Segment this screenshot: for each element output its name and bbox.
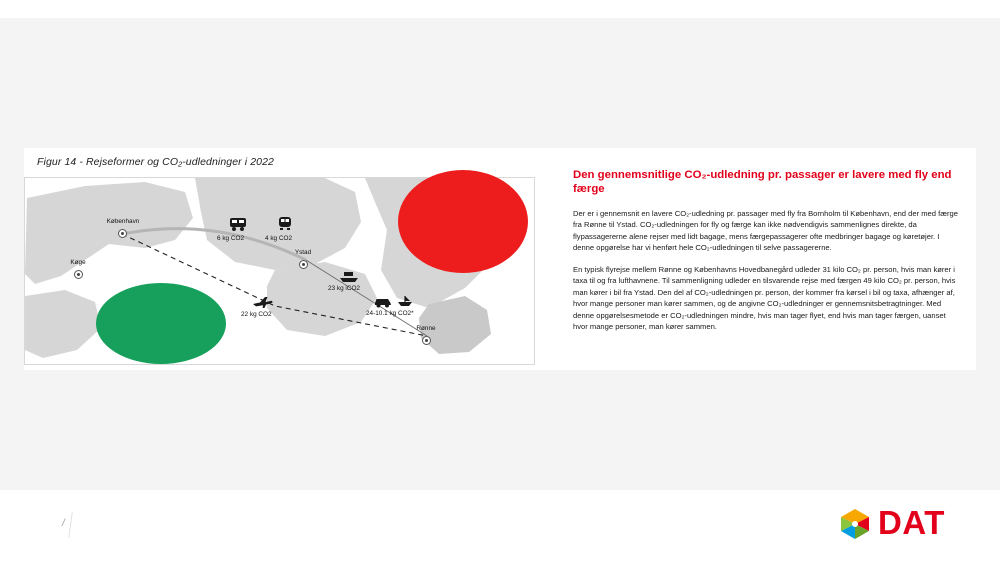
red-blob-overlay [398, 170, 528, 273]
bus-icon [228, 216, 248, 237]
map-city-label-copenhagen: København [106, 218, 140, 225]
map-city-label-koge: Køge [70, 259, 86, 266]
dat-logo-text: DAT [878, 504, 945, 541]
co2-label-car-ferry: 24-10.1 kg CO2* [366, 310, 414, 317]
dat-logo-mark [838, 507, 872, 541]
article-headline: Den gennemsnitlige CO₂-udledning pr. passager er lavere med fly end færge [573, 169, 952, 196]
article-paragraph-1: Der er i gennemsnit en lavere CO₂-udledning pr. passager med fly fra Bornholm til København, end der med færge fra Rønne til Ystad. CO₂-udledningen for fly og færge kan ikke nødvendigvis sammenlignes direkte, da flypassagererne alene rejser med lidt bagage, mens færgepassagerer ofte medbringer bagage og køretøjer. I denne opgørelse har vi henført hele CO₂-udledningen til selve passagererne. [573, 208, 958, 253]
map-pin-ronne [422, 336, 431, 345]
co2-label-ferry: 23 kg iCO2 [328, 285, 360, 292]
map-pin-koge [74, 270, 83, 279]
co2-label-bus: 6 kg CO2 [217, 235, 244, 242]
green-blob-overlay [96, 283, 226, 364]
dat-logo [838, 505, 958, 545]
article-paragraph-2: En typisk flyrejse mellem Rønne og Københavns Hovedbanegård udleder 31 kilo CO₂ pr. person, hvis man kører i taxa til og fra lufthavnene. Til sammenligning udleder en tilsvarende rejse med færgen 49 kilo CO₂ pr. person, hvis man kører i bil fra Ystad. Den del af CO₂-udledningen pr. person, der kommer fra kørsel i bil og taxa, afhænger af, hvor mange personer man kører sammen, og de angivne CO₂-udledninger er gennemsnitsbetragtninger. Med denne opgørelsesmetode er CO₂-udledningen mindre, hvis man tager flyet, end hvis man tager færgen, uanset hvor mange personer, man kører sammen. [573, 264, 956, 332]
map-pin-ystad [299, 260, 308, 269]
article-panel [561, 148, 976, 370]
co2-label-plane: 22 kg CO2 [241, 311, 272, 318]
map-city-label-ronne: Rønne [416, 325, 436, 332]
map-city-label-ystad: Ystad [294, 249, 312, 256]
co2-label-train: 4 kg CO2 [265, 235, 292, 242]
train-icon [276, 216, 294, 237]
map-pin-copenhagen [118, 229, 127, 238]
figure-caption: Figur 14 - Rejseformer og CO₂-udledninger i 2022 [37, 156, 274, 168]
page-number: / [62, 518, 65, 529]
